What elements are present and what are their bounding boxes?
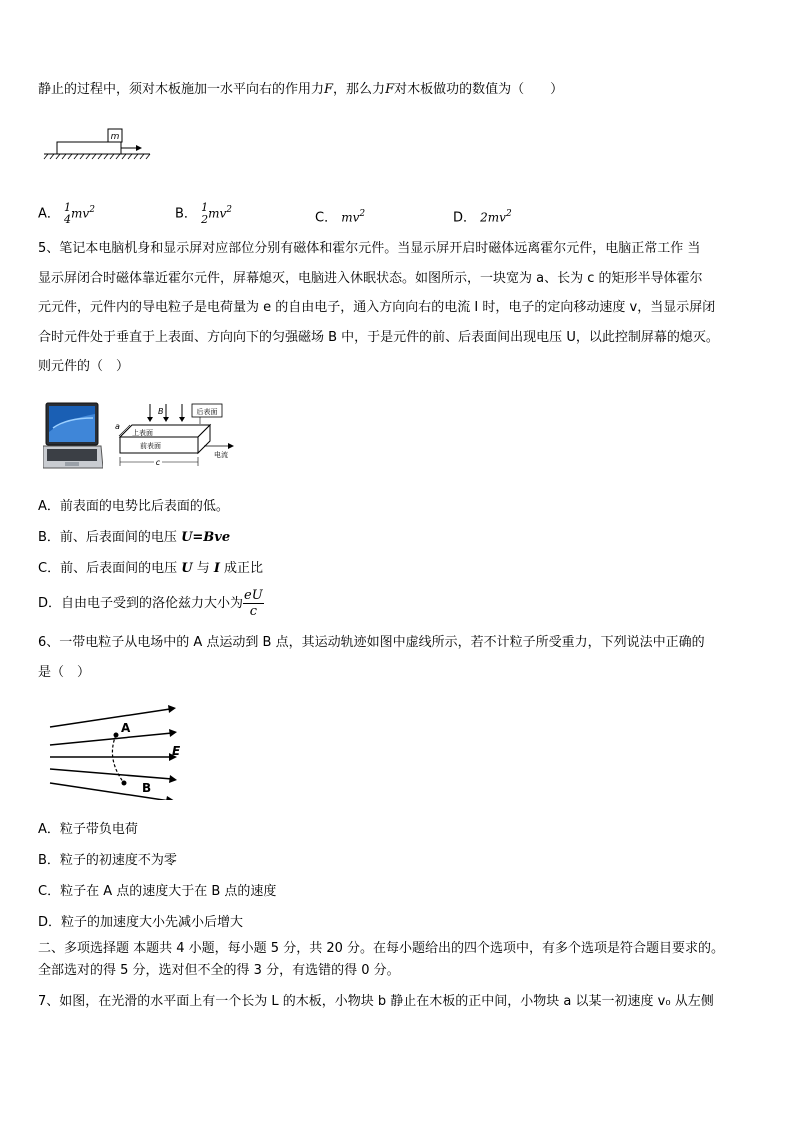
exponent: 2 [89,205,95,215]
q5-line-5: 则元件的（ ） [38,359,130,374]
symbol-i: I [213,561,220,576]
q4-stem-part: 对木板做功的数值为（ ） [394,82,564,97]
q5-option-d[interactable] [38,588,264,620]
q5-line-1: 5、笔记本电脑机身和显示屏对应部位分别有磁体和霍尔元件。当显示屏开启时磁体远离霍尔元件，电脑正常工作 当 [38,241,701,256]
q6-field-figure [48,705,188,804]
force-symbol: F [385,82,395,97]
q6-line-2: 是（ ） [38,665,91,680]
option-label: B． [175,206,197,222]
equation: U=Bve [181,530,231,545]
fraction [64,202,71,226]
option-label: D． [453,210,477,226]
section2-line-2: 全部选对的得 5 分，选对但不全的得 3 分，有选错的得 0 分。 [38,963,400,978]
exponent: 2 [359,209,366,219]
front-surface-label: 前表面 [140,442,161,450]
option-text: 与 [192,561,214,576]
q6-option-c[interactable]: C．粒子在 A 点的速度大于在 B 点的速度 [38,884,277,899]
fraction [201,202,208,226]
numerator: eU [244,588,263,603]
q5-line-4: 合时元件处于垂直于上表面、方向向下的匀强磁场 B 中，于是元件的前、后表面间出现电压 U，以此控制屏幕的熄灭。 [38,330,719,345]
q6-option-a[interactable]: A．粒子带负电荷 [38,822,138,837]
option-text: C．前、后表面间的电压 [38,561,182,576]
q5-option-a[interactable]: A．前表面的电势比后表面的低。 [38,499,229,514]
q4-stem-part: 静止的过程中，须对木板施加一水平向右的作用力 [38,82,325,97]
option-label: A． [38,206,60,222]
field-e-label: E [172,744,181,758]
q5-option-c[interactable] [38,559,263,579]
force-symbol: F [324,82,334,97]
expression: mv [208,206,227,221]
denominator: c [249,604,257,619]
point-b-label: B [142,781,152,795]
q4-option-d[interactable] [453,204,512,228]
block-m-label: m [110,132,120,142]
q6-line-1: 6、一带电粒子从电场中的 A 点运动到 B 点，其运动轨迹如图中虚线所示，若不计粒子所受重力，下列说法中正确的 [38,635,705,650]
option-text: 成正比 [219,561,264,576]
q5-line-3: 元元件，元件内的导电粒子是电荷量为 e 的自由电子，通入方向向右的电流 I 时，电子的定向移动速度 v，当显示屏闭 [38,300,716,315]
exponent: 2 [505,209,512,219]
q4-stem-part: ，那么力 [333,82,386,97]
expression: mv [341,210,360,225]
exponent: 2 [226,205,232,215]
fraction [243,588,264,619]
symbol-u: U [181,561,193,576]
denominator: 4 [64,212,72,226]
q7-line-1: 7、如图，在光滑的水平面上有一个长为 L 的木板，小物块 b 静止在木板的正中间，小物块 a 以某一初速度 v₀ 从左侧 [38,994,714,1009]
option-text: D．自由电子受到的洛伦兹力大小为 [38,596,244,611]
length-c-label: c [155,458,161,467]
option-label: C． [315,210,338,226]
numerator: 1 [201,200,209,214]
numerator: 1 [64,200,72,214]
q4-stem [38,80,563,100]
field-b-label: B [158,407,164,416]
q5-laptop-image [43,402,103,476]
expression: 2mv [480,210,506,225]
denominator: 2 [201,212,209,226]
back-surface-label: 后表面 [196,408,218,416]
point-a-label: A [121,721,131,735]
q6-option-d[interactable]: D．粒子的加速度大小先减小后增大 [38,915,244,930]
q5-option-b[interactable] [38,528,230,548]
q4-option-a[interactable] [38,200,95,226]
current-label: 电流 [214,451,228,459]
option-text: B．前、后表面间的电压 [38,530,182,545]
top-surface-label: 上表面 [132,429,153,437]
width-a-label: a [115,422,120,431]
expression: mv [71,206,90,221]
q4-option-b[interactable] [175,200,232,226]
q4-option-c[interactable] [315,204,365,228]
q5-hall-element-figure [110,402,240,476]
q5-line-2: 显示屏闭合时磁体靠近霍尔元件，屏幕熄灭，电脑进入休眠状态。如图所示，一块宽为 a、长为 c 的矩形半导体霍尔 [38,271,703,286]
q6-option-b[interactable]: B．粒子的初速度不为零 [38,853,177,868]
q4-board-figure [42,124,154,168]
section2-line-1: 二、多项选择题 本题共 4 小题，每小题 5 分，共 20 分。在每小题给出的四个选项中，有多个选项是符合题目要求的。 [38,941,725,956]
